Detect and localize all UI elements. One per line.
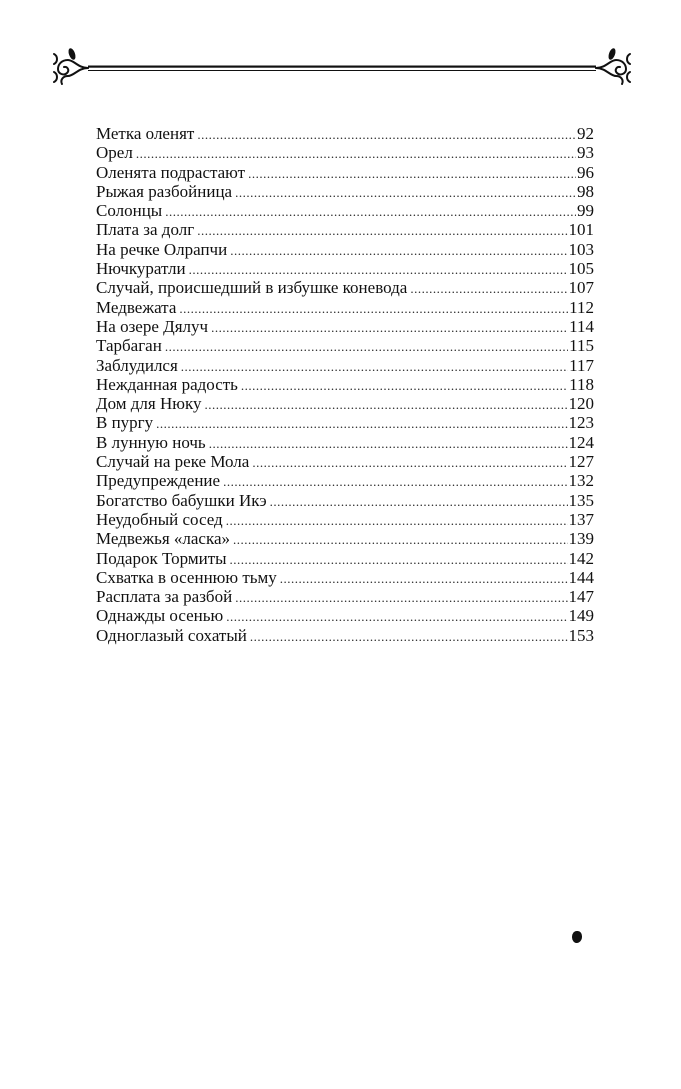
toc-leader [165,337,568,356]
toc-entry-page: 132 [568,471,594,491]
toc-entry-page: 147 [568,587,594,607]
toc-entry [96,529,594,548]
toc-leader [179,299,568,318]
toc-entry-title: Нючкуратли [96,259,186,279]
toc-entry [96,124,594,143]
toc-entry-page: 127 [568,452,594,472]
toc-entry [96,606,594,625]
header-ornament [48,46,636,90]
toc-entry [96,568,594,587]
toc-leader [235,588,567,607]
toc-entry-title: Расплата за разбой [96,587,233,607]
toc-entry [96,491,594,510]
toc-entry-page: 139 [568,529,594,549]
toc-entry-page: 114 [569,316,594,336]
toc-entry-title: Однажды осенью [96,606,224,626]
toc-entry-title: Тарбаган [96,336,162,356]
toc-entry-page: 98 [577,181,594,201]
toc-entry [96,278,594,297]
toc-entry-title: В пургу [96,413,154,433]
toc-entry-page: 103 [568,239,594,259]
toc-leader [252,453,567,472]
toc-leader [189,260,568,279]
toc-leader [226,607,567,626]
toc-entry-page: 96 [577,162,594,182]
ink-mark [572,931,582,943]
toc-entry [96,471,594,490]
toc-entry-page: 123 [568,413,594,433]
toc-entry-title: Плата за долг [96,220,195,240]
toc-entry [96,452,594,471]
toc-leader [226,511,568,530]
toc-entry [96,143,594,162]
toc-entry-page: 92 [577,124,594,143]
toc-entry-page: 135 [568,490,594,510]
toc-entry [96,626,594,645]
toc-leader [223,472,567,491]
toc-leader [270,492,568,511]
toc-entry-title: Медвежья «ласка» [96,529,231,549]
toc-entry [96,587,594,606]
toc-entry-page: 120 [568,394,594,414]
toc-entry-title: Случай на реке Мола [96,452,250,472]
toc-entry-page: 124 [568,432,594,452]
toc-entry-title: Метка оленят [96,124,195,143]
toc-entry [96,182,594,201]
toc-leader [235,183,576,202]
toc-entry-title: Подарок Тормиты [96,548,227,568]
toc-entry-title: Заблудился [96,355,178,375]
toc-entry [96,413,594,432]
toc-entry [96,317,594,336]
toc-entry [96,240,594,259]
toc-entry-title: Богатство бабушки Икэ [96,490,267,510]
toc-entry [96,394,594,413]
toc-entry-page: 101 [568,220,594,240]
toc-entry [96,163,594,182]
toc-entry [96,433,594,452]
toc-leader [204,395,567,414]
toc-leader [410,279,567,298]
toc-entry [96,259,594,278]
toc-entry-page: 142 [568,548,594,568]
toc-entry-title: Орел [96,143,133,163]
toc-entry-title: Рыжая разбойница [96,181,233,201]
toc-leader [197,221,567,240]
toc-entry-page: 115 [569,336,594,356]
toc-leader [181,357,568,376]
toc-entry-title: Солонцы [96,201,163,221]
toc-entry [96,220,594,239]
toc-leader [165,202,576,221]
toc-entry [96,549,594,568]
toc-leader [197,125,576,144]
toc-entry [96,510,594,529]
toc-entry-title: Оленята подрастают [96,162,246,182]
toc-leader [156,414,567,433]
toc-leader [250,627,568,646]
toc-entry-page: 117 [569,355,594,375]
toc-leader [248,164,576,183]
toc-entry-page: 99 [577,201,594,221]
toc-leader [209,434,568,453]
toc-entry-title: В лунную ночь [96,432,206,452]
toc-entry [96,356,594,375]
toc-entry [96,298,594,317]
toc-entry-page: 107 [568,278,594,298]
toc-leader [280,569,568,588]
toc-entry [96,375,594,394]
toc-entry-title: Нежданная радость [96,374,238,394]
toc-entry-title: Одноглазый сохатый [96,625,247,645]
toc-entry-title: Дом для Нюку [96,394,202,414]
toc-entry-title: Схватка в осеннюю тьму [96,567,277,587]
toc-entry-page: 144 [568,567,594,587]
toc-entry-title: На речке Олрапчи [96,239,228,259]
toc-leader [230,241,567,260]
toc-entry-title: Случай, происшедший в избушке коневода [96,278,408,298]
toc-entry-page: 112 [569,297,594,317]
toc-entry-page: 149 [568,606,594,626]
toc-entry-title: Медвежата [96,297,177,317]
toc-entry-title: Предупреждение [96,471,221,491]
toc-entry-page: 93 [577,143,594,163]
toc-leader [136,144,576,163]
toc-entry-title: На озере Дялуч [96,316,209,336]
toc-leader [230,550,568,569]
toc-entry-page: 118 [569,374,594,394]
toc-entry-page: 153 [568,625,594,645]
toc-entry [96,201,594,220]
toc-entry-title: Неудобный сосед [96,509,223,529]
toc-entry-page: 137 [568,509,594,529]
toc-entry [96,336,594,355]
toc-leader [241,376,568,395]
toc-leader [233,530,567,549]
table-of-contents [96,124,594,645]
toc-leader [211,318,568,337]
toc-entry-page: 105 [568,259,594,279]
